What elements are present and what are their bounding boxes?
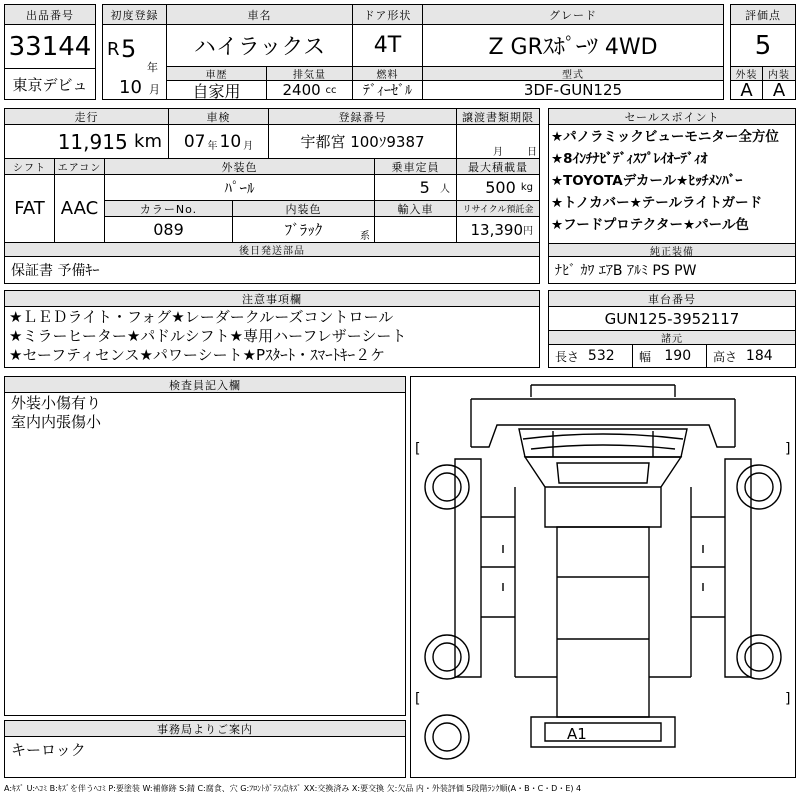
hood-outline (519, 429, 687, 457)
shift-value: FAT (5, 175, 55, 243)
inspection-label: 車検 (169, 109, 269, 125)
spare-wheel-left (425, 715, 469, 759)
max-load-cell (457, 175, 539, 201)
note-line: ★セーフティセンス★パワーシート★Pｽﾀｰﾄ・ｽﾏｰﾄｷｰ２ケ (9, 346, 386, 364)
import-value (375, 217, 457, 243)
max-load-label: 最大積載量 (457, 159, 539, 175)
car-name: ハイラックス (167, 25, 353, 67)
damage-mark-a1: A1 (567, 725, 587, 743)
dims-width-label: 幅 (639, 349, 652, 364)
equipment-value: ﾅﾋﾞ ｶﾜ ｴｱB ｱﾙﾐ PS PW (555, 263, 697, 279)
reg-no-value: 宇都宮 100ｿ9387 (269, 125, 457, 159)
ext-score-label: 外装 (731, 67, 763, 81)
displacement-label: 排気量 (267, 67, 353, 81)
wheel-rear-left (425, 635, 469, 679)
max-load-unit: kg (520, 182, 533, 193)
ext-color-label: 外装色 (105, 159, 375, 175)
color-no-value: 089 (105, 217, 233, 243)
door-label: ドア形状 (353, 5, 423, 25)
shift-label: シフト (5, 159, 55, 175)
first-reg-label: 初度登録 (103, 5, 167, 25)
capacity-unit: 人 (440, 184, 450, 195)
transfer-label: 譲渡書類期限 (457, 109, 539, 125)
venue-name: 東京デビュ (12, 75, 88, 94)
score-label: 評価点 (731, 5, 795, 25)
displacement-value: 2400 (282, 81, 321, 99)
ext-score: A (731, 81, 763, 99)
door-type: 4T (353, 25, 423, 67)
bracket-left-1: [ (415, 441, 421, 457)
sales-point: ★8ｲﾝﾁﾅﾋﾞﾃﾞｨｽﾌﾟﾚｲｵｰﾃﾞｨｵ (551, 151, 708, 167)
first-reg-month-unit: 月 (149, 83, 160, 96)
grade-value: Z GRｽﾎﾟｰﾂ 4WD (423, 25, 723, 67)
capacity-cell (375, 175, 457, 201)
chassis-box (548, 290, 796, 368)
sales-point: ★トノカバー★テールライトガード (551, 195, 763, 211)
transfer-day: 日 (527, 147, 537, 158)
history-label: 車歴 (167, 67, 267, 81)
inspection-year: 07 (183, 131, 206, 152)
bed-outline (557, 527, 649, 717)
dims-width-value: 190 (664, 348, 692, 364)
sales-points-list (551, 126, 795, 236)
chassis-value: GUN125-3952117 (549, 307, 795, 331)
bracket-right-1: ] (785, 441, 791, 457)
recycle-unit: 円 (523, 226, 533, 237)
color-no-label: カラーNo. (105, 201, 233, 217)
first-reg-year-unit: 年 (147, 61, 158, 74)
mileage-cell (5, 125, 169, 159)
recycle-cell (457, 217, 539, 243)
inspector-line: 外装小傷有り (11, 394, 102, 412)
inspection-month-unit: 月 (243, 141, 254, 152)
transfer-month: 月 (493, 147, 503, 158)
first-reg-cell (103, 25, 167, 99)
displacement-cell (267, 81, 353, 99)
transfer-cell (457, 125, 539, 159)
office-box (4, 720, 406, 778)
wheel-rear-right (737, 635, 781, 679)
lot-label: 出品番号 (5, 5, 95, 25)
history-value: 自家用 (167, 81, 267, 99)
mileage-value: 11,915 (57, 129, 128, 154)
body-outline (471, 385, 735, 447)
ext-color-value: ﾊﾟｰﾙ (105, 175, 375, 201)
chassis-label: 車台番号 (549, 291, 795, 307)
bracket-right-2: ] (785, 691, 791, 707)
import-label: 輸入車 (375, 201, 457, 217)
first-reg-year: 5 (121, 35, 137, 63)
wheel-front-right (737, 465, 781, 509)
later-parts-label: 後日発送部品 (5, 243, 539, 257)
inspection-month: 10 (219, 131, 242, 152)
sales-points-box (548, 108, 796, 284)
dims-length (549, 345, 633, 367)
inspector-list (11, 394, 101, 432)
inspection-cell (169, 125, 269, 159)
lot-box (4, 4, 96, 100)
dims-label: 諸元 (549, 331, 795, 345)
lot-number: 33144 (5, 25, 95, 69)
first-reg-month: 10 (119, 77, 142, 98)
grade-label: グレード (423, 5, 723, 25)
bracket-left-2: [ (415, 691, 421, 707)
wheel-front-left (425, 465, 469, 509)
displacement-unit: cc (325, 84, 337, 96)
dims-height (707, 345, 795, 367)
int-color-cell (233, 217, 375, 243)
later-parts-value: 保証書 予備ｷｰ (11, 263, 100, 279)
sales-point: ★フードプロテクター★パール色 (551, 217, 749, 233)
model-value: 3DF-GUN125 (523, 81, 623, 99)
mileage-unit: km (134, 131, 162, 152)
max-load-value: 500 (485, 178, 516, 197)
int-color-label: 内装色 (233, 201, 375, 217)
int-color-suffix: 系 (360, 231, 370, 242)
int-color-value: ﾌﾞﾗｯｸ (284, 221, 323, 239)
vehicle-diagram (411, 377, 795, 777)
vehicle-diagram-box (410, 376, 796, 778)
inspector-line: 室内内張傷小 (11, 413, 102, 431)
ac-value: AAC (55, 175, 105, 243)
first-reg-era: R (107, 39, 120, 60)
note-line: ★ＬＥＤライト・フォグ★レーダークルーズコントロール (9, 308, 394, 326)
notes-box (4, 290, 540, 368)
inspector-box (4, 376, 406, 716)
notes-list (9, 308, 406, 365)
mileage-label: 走行 (5, 109, 169, 125)
note-line: ★ミラーヒーター★パドルシフト★専用ハーフレザーシート (9, 327, 407, 345)
dims-width (633, 345, 707, 367)
office-label: 事務局よりご案内 (5, 721, 405, 737)
fuel-value: ﾃﾞｨｰｾﾞﾙ (353, 81, 423, 99)
recycle-label: リサイクル預託金 (457, 201, 539, 217)
notes-label: 注意事項欄 (5, 291, 539, 307)
car-name-label: 車名 (167, 5, 353, 25)
dims-length-value: 532 (587, 348, 615, 364)
capacity-label: 乗車定員 (375, 159, 457, 175)
reg-no-label: 登録番号 (269, 109, 457, 125)
tailgate-outline (531, 717, 675, 747)
ac-label: エアコン (55, 159, 105, 175)
details-box (4, 108, 540, 284)
recycle-value: 13,390 (470, 220, 523, 239)
equipment-label: 純正装備 (549, 243, 795, 257)
sales-point: ★TOYOTAデカール★ﾋｯﾁﾒﾝﾊﾞｰ (551, 173, 743, 189)
int-score-label: 内装 (763, 67, 795, 81)
capacity-value: 5 (419, 178, 430, 197)
legend-text: A:ｷｽﾞ U:ﾍｺﾐ B:ｷｽﾞを伴うﾍｺﾐ P:要塗装 W:補修跡 S:錆 C:腐食、穴 G:ﾌﾛﾝﾄｶﾞﾗｽ点ｷｽﾞ XX:交換済み X:要交換 欠:欠品 内・外装評価 5段階ﾗﾝｸ順(A・B・C・D・E) 4 (4, 784, 582, 793)
dims-height-label: 高さ (713, 349, 738, 364)
int-score: A (772, 81, 786, 99)
dims-height-value: 184 (745, 348, 773, 364)
office-value: キーロック (11, 741, 86, 759)
dims-length-label: 長さ (555, 349, 580, 364)
score-box (730, 4, 796, 100)
cabin-outline (525, 457, 681, 527)
model-label: 型式 (423, 67, 723, 81)
score-value: 5 (731, 25, 795, 67)
sales-points-label: セールスポイント (549, 109, 795, 125)
inspector-label: 検査員記入欄 (5, 377, 405, 393)
vehicle-header-box (102, 4, 724, 100)
fuel-label: 燃料 (353, 67, 423, 81)
inspection-year-unit: 年 (207, 141, 218, 152)
sales-point: ★パノラミックビューモニター全方位 (551, 129, 779, 145)
